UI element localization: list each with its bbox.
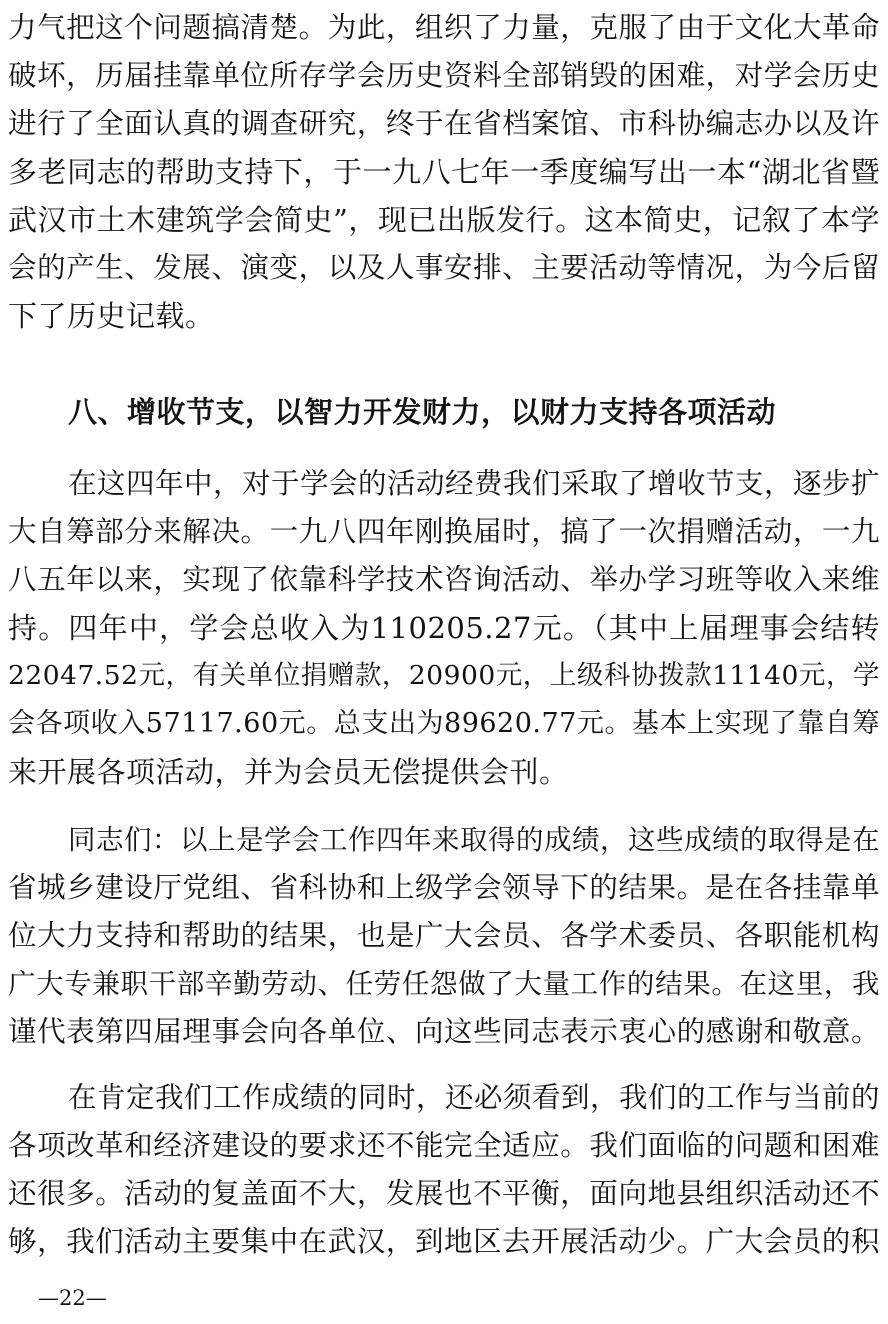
paragraph-2-line-3: 八五年以来，实现了依靠科学技术咨询活动、举办学习班等收入来维	[8, 563, 880, 596]
page-number: —22—	[38, 1286, 107, 1310]
paragraph-3-line-5: 谨代表第四届理事会向各单位、向这些同志表示衷心的感谢和敬意。	[8, 1015, 880, 1048]
paragraph-4-line-4: 够，我们活动主要集中在武汉，到地区去开展活动少。广大会员的积	[8, 1225, 880, 1258]
paragraph-1-line-1: 力气把这个问题搞清楚。为此，组织了力量，克服了由于文化大革命	[8, 11, 880, 44]
paragraph-1-line-2: 破坏，历届挂靠单位所存学会历史资料全部销毁的困难，对学会历史	[8, 59, 880, 92]
paragraph-3-line-2: 省城乡建设厅党组、省科协和上级学会领导下的结果。是在各挂靠单	[8, 871, 880, 904]
paragraph-1-line-5: 武汉市土木建筑学会简史”，现已出版发行。这本简史，记叙了本学	[8, 203, 880, 237]
paragraph-2-line-7: 来开展各项活动，并为会员无偿提供会刊。	[8, 755, 569, 789]
paragraph-1-line-7: 下了历史记载。	[8, 299, 215, 333]
paragraph-2-line-1: 在这四年中，对于学会的活动经费我们采取了增收节支，逐步扩	[68, 467, 881, 500]
paragraph-3-line-1: 同志们：以上是学会工作四年来取得的成绩，这些成绩的取得是在	[68, 824, 880, 856]
paragraph-1-line-3: 进行了全面认真的调查研究，终于在省档案馆、市科协编志办以及许	[8, 107, 880, 140]
paragraph-2-line-4: 持。四年中，学会总收入为110205.27元。（其中上届理事会结转	[8, 611, 880, 645]
paragraph-3-line-4: 广大专兼职干部辛勤劳动、任劳任怨做了大量工作的结果。在这里，我	[8, 968, 880, 1000]
paragraph-2-line-2: 大自筹部分来解决。一九八四年刚换届时，搞了一次捐赠活动，一九	[8, 515, 880, 548]
section-heading: 八、增收节支，以智力开发财力，以财力支持各项活动	[68, 395, 777, 429]
paragraph-2-line-5: 22047.52元，有关单位捐赠款，20900元，上级科协拨款11140元，学	[8, 660, 880, 691]
paragraph-4-line-2: 各项改革和经济建设的要求还不能完全适应。我们面临的问题和困难	[8, 1129, 880, 1162]
paragraph-3-line-3: 位大力支持和帮助的结果，也是广大会员、各学术委员、各职能机构	[8, 919, 880, 952]
paragraph-1-line-4: 多老同志的帮助支持下，于一九八七年一季度编写出一本“湖北省暨	[8, 155, 880, 189]
paragraph-4-line-3: 还很多。活动的复盖面不大，发展也不平衡，面向地县组织活动还不	[8, 1177, 880, 1210]
paragraph-2-line-6: 会各项收入57117.60元。总支出为89620.77元。基本上实现了靠自筹	[8, 708, 880, 739]
paragraph-1-line-6: 会的产生、发展、演变，以及人事安排、主要活动等情况，为今后留	[8, 251, 880, 284]
paragraph-4-line-1: 在肯定我们工作成绩的同时，还必须看到，我们的工作与当前的	[68, 1081, 881, 1114]
